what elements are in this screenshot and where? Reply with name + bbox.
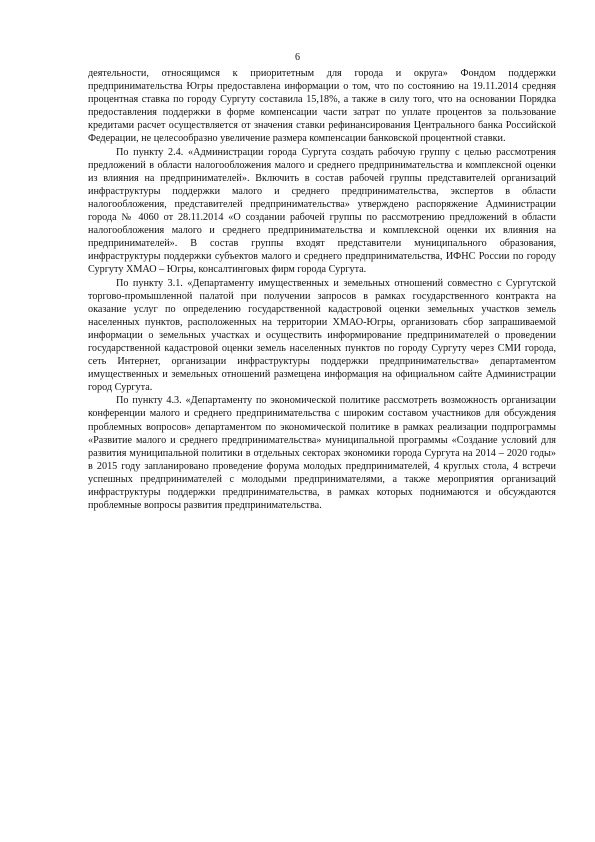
paragraph-item-3-1: По пункту 3.1. «Департаменту имущественных и земельных отношений совместно с Сургутской торгово-промышленной палатой при получении запросов в рамках государственного контракта на оказание услуг по определению государственной кадастровой оценки земельных участков земель населенных пунктов, расположенных на территории ХМАО-Югры, организовать сбор запрашиваемой информации о земельных участках и осуществить информирование предпринимателей о проведении государственной кадастровой оценки земель населенных пунктов по городу Сургуту через СМИ города, сеть Интернет, организации инфраструктуры поддержки предпринимательства» департаментом имущественных и земельных отношений размещена информация на официальном сайте Администрации город Сургута. <box>88 277 556 394</box>
paragraph-item-2-4: По пункту 2.4. «Администрации города Сургута создать рабочую группу с целью рассмотрения предложений в области налогообложения малого и среднего предпринимательства и комплексной оценки из влияния на предпринимателей». Включить в состав рабочей группы представителей организаций инфраструктуры поддержки малого и среднего предпринимательства, экспертов в области налогообложения, представителей предпринимательства» утверждено распоряжение Администрации города № 4060 от 28.11.2014 «О создании рабочей группы по рассмотрению предложений в области налогообложения малого и среднего предпринимательства и комплексной оценки их влияния на предпринимателей». В состав группы входят представители муниципального образования, инфраструктуры поддержки субъектов малого и среднего предпринимательства, ИФНС России по городу Сургуту ХМАО – Югры, консалтинговых фирм города Сургута. <box>88 146 556 276</box>
paragraph-continuation: деятельности, относящимся к приоритетным для города и округа» Фондом поддержки предпринимательства Югры предоставлена информации о том, что по состоянию на 19.11.2014 средняя процентная ставка по городу Сургуту составила 15,18%, а также в силу того, что на основании Порядка предоставления поддержки в форме компенсации части затрат по уплате процентов за пользование кредитами расчет осуществляется от значения ставки рефинансирования Центрального банка Российской Федерации, не целесообразно увеличение размера компенсации банковской процентной ставки. <box>88 68 556 145</box>
page-number: 6 <box>295 52 300 63</box>
document-body <box>88 67 556 512</box>
paragraph-item-4-3: По пункту 4.3. «Департаменту по экономической политике рассмотреть возможность организации конференции малого и среднего предпринимательства с широким составом участников для обсуждения проблемных вопросов» департаментом по экономической политике в рамках реализации подпрограммы «Развитие малого и среднего предпринимательства» муниципальной программы «Создание условий для развития муниципальной политики в отдельных секторах экономики города Сургута на 2014 – 2020 годы» в 2015 году запланировано проведение форума молодых предпринимателей, 4 круглых стола, 4 встречи успешных предпринимателей с молодыми предпринимателями, а также мероприятия организаций инфраструктуры поддержки предпринимательства, в рамках которых поднимаются и обсуждаются проблемные вопросы развития предпринимательства. <box>88 395 556 512</box>
